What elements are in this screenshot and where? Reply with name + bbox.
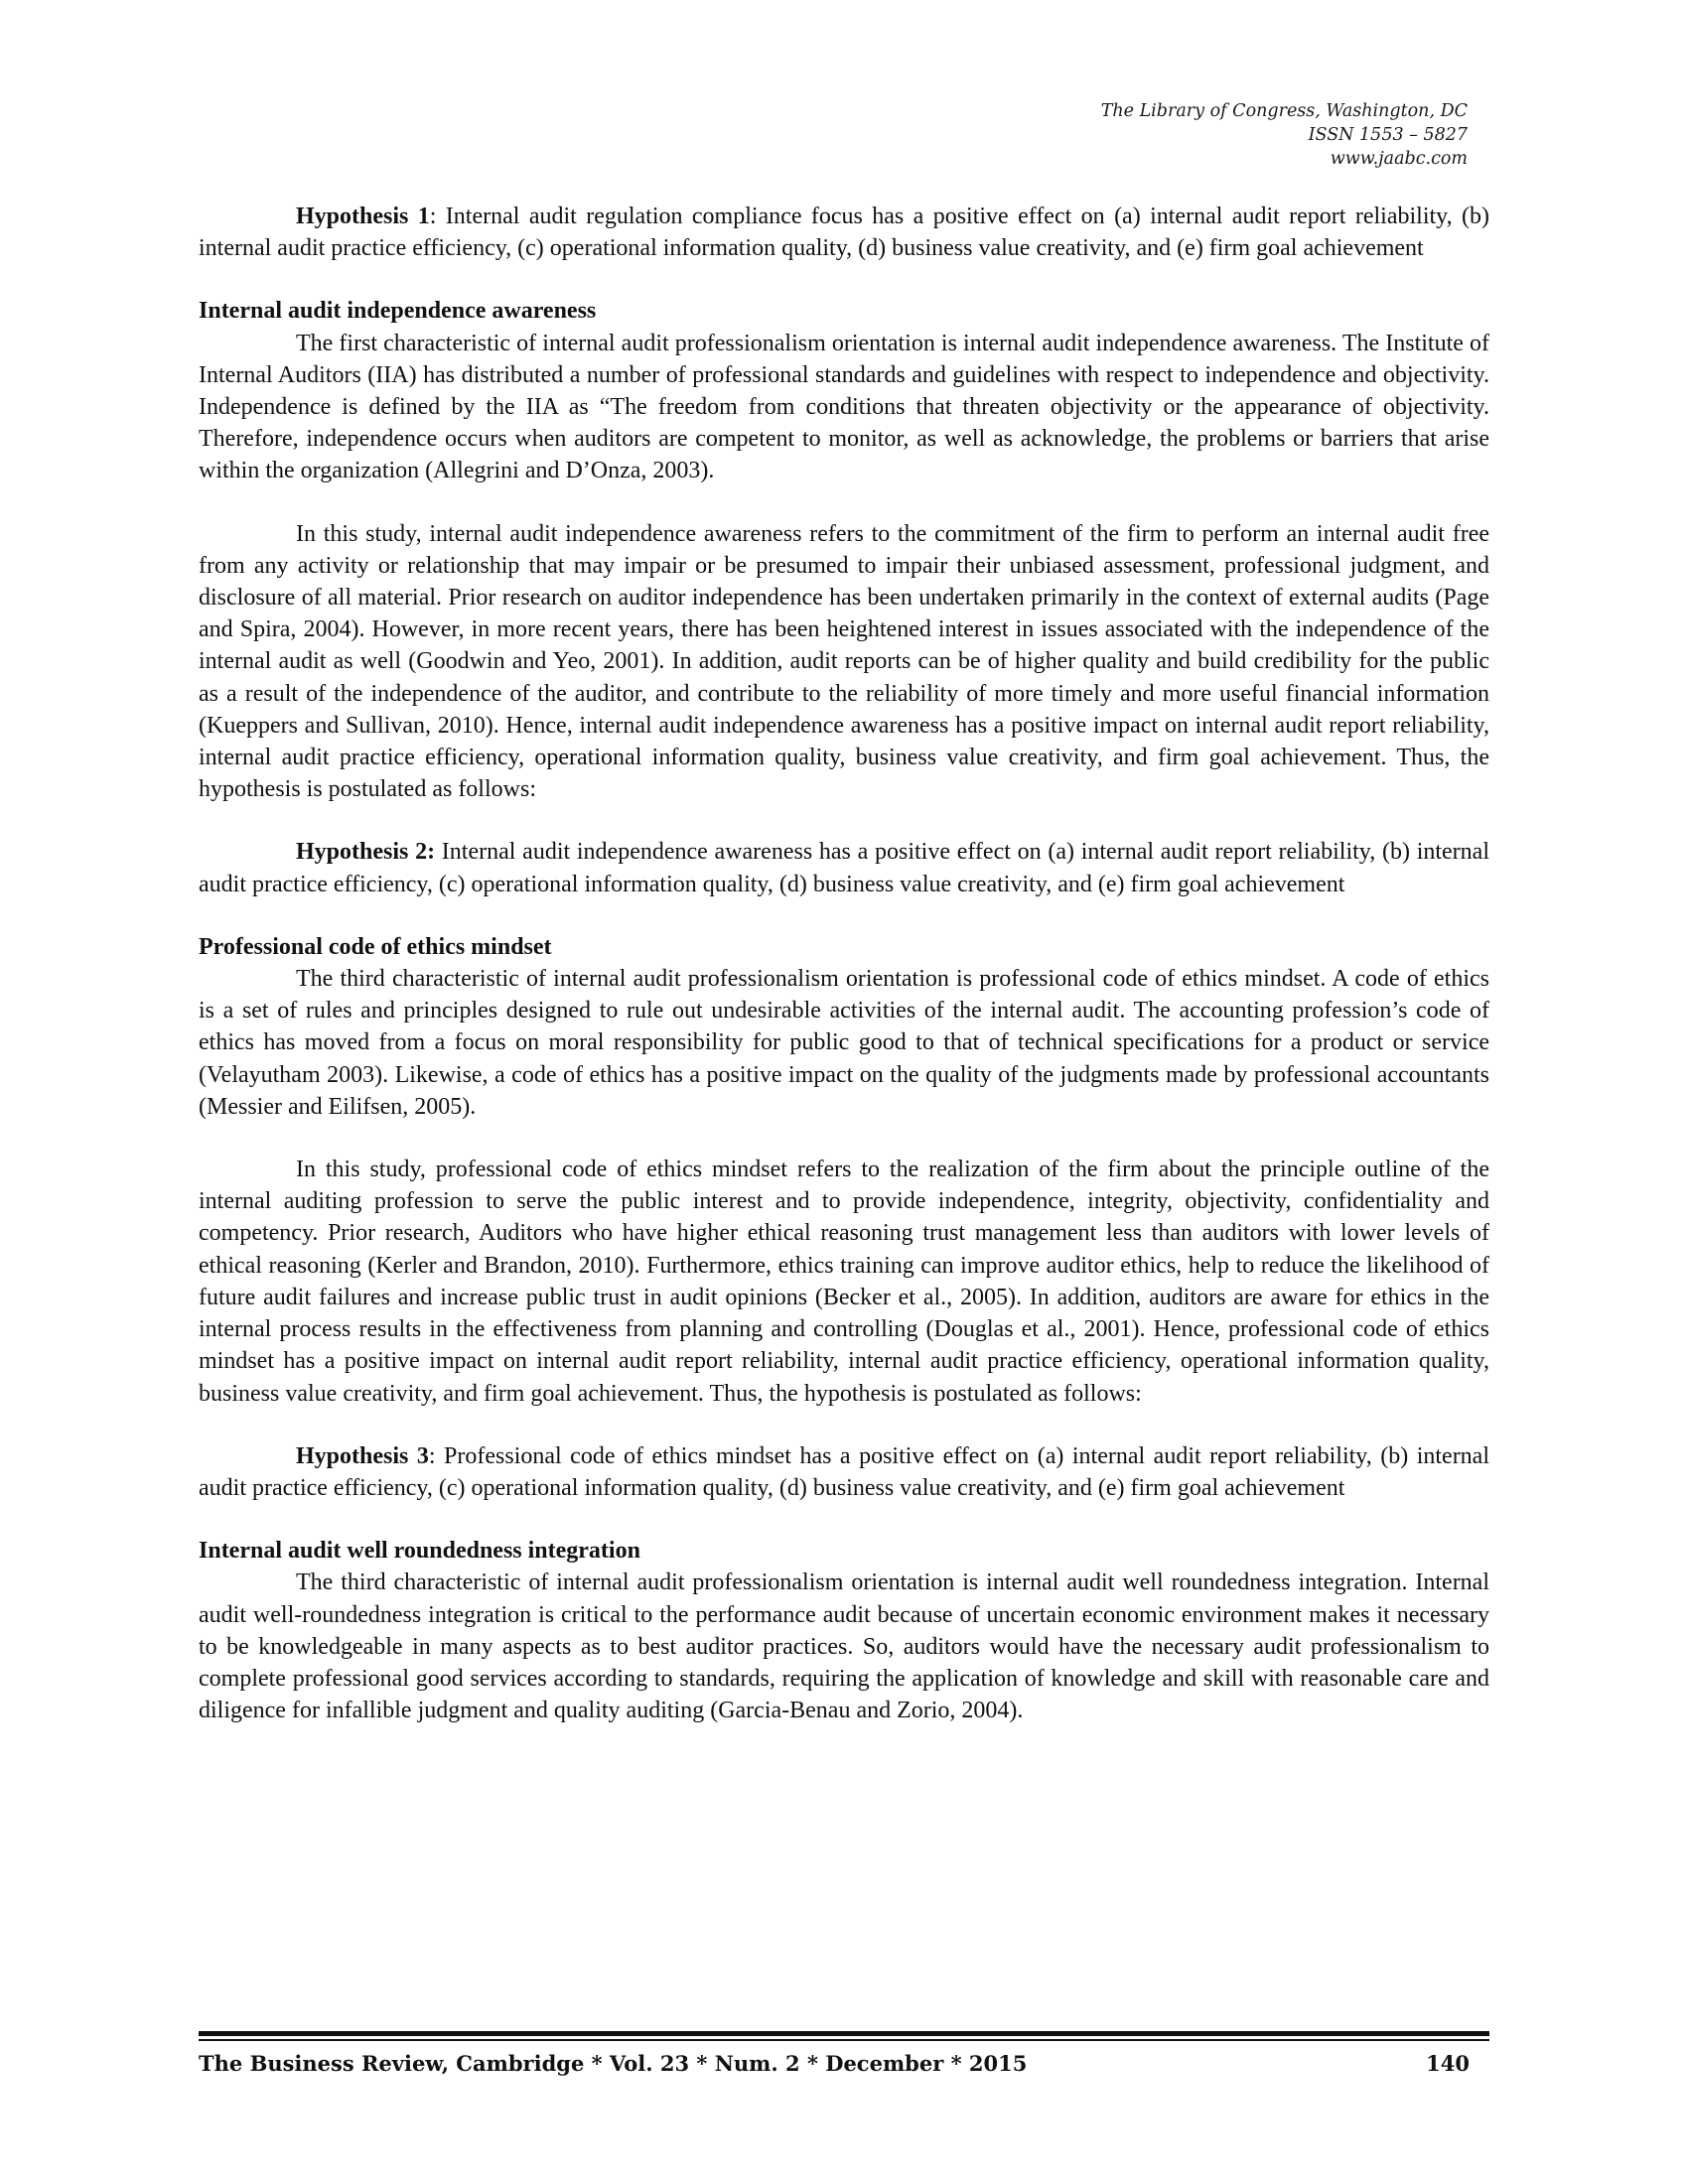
footer-rule-thin xyxy=(199,2039,1489,2041)
paragraph-well-roundedness-1: The third characteristic of internal audit professionalism orientation is internal audit well roundedness integration. Internal audit well-roundedness integration is critical to the performance audit because of uncertain economic environment makes it necessary to be knowledgeable in many aspects as to best auditor practices. So, auditors would have the necessary audit professionalism to complete professional good services according to standards, requiring the application of knowledge and skill with reasonable care and diligence for infallible judgment and quality auditing (Garcia-Benau and Zorio, 2004). xyxy=(199,1570,1489,1724)
footer-divider xyxy=(199,2031,1489,2041)
hypothesis-1-label: Hypothesis 1 xyxy=(296,204,430,229)
header-issn: ISSN 1553 – 5827 xyxy=(1308,125,1468,145)
hypothesis-2 xyxy=(199,836,1489,899)
hypothesis-3 xyxy=(199,1440,1489,1504)
section-heading-well-roundedness: Internal audit well roundedness integration xyxy=(199,1538,640,1565)
hypothesis-1 xyxy=(199,201,1489,264)
running-header xyxy=(1101,99,1468,171)
hypothesis-2-label: Hypothesis 2: xyxy=(296,839,436,866)
section-heading-independence: Internal audit independence awareness xyxy=(199,298,597,325)
hypothesis-2-text: Internal audit independence awareness has a positive effect on (a) internal audit report reliability, (b) internal audit practice efficiency, (c) operational information quality, (d) business value creativity, and (e) firm goal achievement xyxy=(199,839,1489,897)
hypothesis-1-text: : Internal audit regulation compliance focus has a positive effect on (a) internal audit report reliability, (b) internal audit practice efficiency, (c) operational information quality, (d) business value creativity, and (e) firm goal achievement xyxy=(199,204,1489,262)
paragraph-ethics-1: The third characteristic of internal audit professionalism orientation is professional code of ethics mindset. A code of ethics is a set of rules and principles designed to rule out undesirable activities of the internal audit. The accounting profession’s code of ethics has moved from a focus on moral responsibility for public good to that of technical specifications for a product or service (Velayutham 2003). Likewise, a code of ethics has a positive impact on the quality of the judgments made by professional accountants (Messier and Eilifsen, 2005). xyxy=(199,966,1489,1120)
paragraph-independence-1: The first characteristic of internal audit professionalism orientation is internal audit independence awareness. The Institute of Internal Auditors (IIA) has distributed a number of professional standards and guidelines with respect to independence and objectivity. Independence is defined by the IIA as “The freedom from conditions that threaten objectivity or the appearance of objectivity. Therefore, independence occurs when auditors are competent to monitor, as well as acknowledge, the problems or barriers that arise within the organization (Allegrini and D’Onza, 2003). xyxy=(199,330,1489,484)
article-body xyxy=(199,201,1489,1726)
paragraph-independence-2: In this study, internal audit independence awareness refers to the commitment of the firm to perform an internal audit free from any activity or relationship that may impair or be presumed to impair their unbiased assessment, professional judgment, and disclosure of all material. Prior research on auditor independence has been undertaken primarily in the context of external audits (Page and Spira, 2004). However, in more recent years, there has been heightened interest in issues associated with the independence of the internal audit as well (Goodwin and Yeo, 2001). In addition, audit reports can be of higher quality and build credibility for the public as a result of the independence of the auditor, and contribute to the reliability of more timely and more useful financial information (Kueppers and Sullivan, 2010). Hence, internal audit independence awareness has a positive impact on internal audit report reliability, internal audit practice efficiency, operational information quality, business value creativity, and firm goal achievement. Thus, the hypothesis is postulated as follows: xyxy=(199,520,1489,803)
section-heading-ethics: Professional code of ethics mindset xyxy=(199,933,552,960)
footer-journal-citation: The Business Review, Cambridge * Vol. 23 * Num. 2 * December * 2015 xyxy=(199,2051,1028,2076)
hypothesis-3-label: Hypothesis 3 xyxy=(296,1442,429,1469)
paragraph-ethics-2: In this study, professional code of ethics mindset refers to the realization of the firm about the principle outline of the internal auditing profession to serve the public interest and to provide independence, integrity, objectivity, confidentiality and competency. Prior research, Auditors who have higher ethical reasoning trust management less than auditors with lower levels of ethical reasoning (Kerler and Brandon, 2010). Furthermore, ethics training can improve auditor ethics, help to reduce the likelihood of future audit failures and increase public trust in audit opinions (Becker et al., 2005). In addition, auditors are aware for ethics in the internal process results in the effectiveness from planning and controlling (Douglas et al., 2001). Hence, professional code of ethics mindset has a positive impact on internal audit report reliability, internal audit practice efficiency, operational information quality, business value creativity, and firm goal achievement. Thus, the hypothesis is postulated as follows: xyxy=(199,1157,1489,1407)
hypothesis-3-text: : Professional code of ethics mindset has a positive effect on (a) internal audit report reliability, (b) internal audit practice efficiency, (c) operational information quality, (d) business value creativity, and (e) firm goal achievement xyxy=(199,1442,1490,1501)
header-library: The Library of Congress, Washington, DC xyxy=(1100,101,1468,121)
header-website: www.jaabc.com xyxy=(1330,149,1468,169)
footer-rule-thick xyxy=(199,2031,1489,2036)
page-number: 140 xyxy=(1426,2051,1470,2076)
